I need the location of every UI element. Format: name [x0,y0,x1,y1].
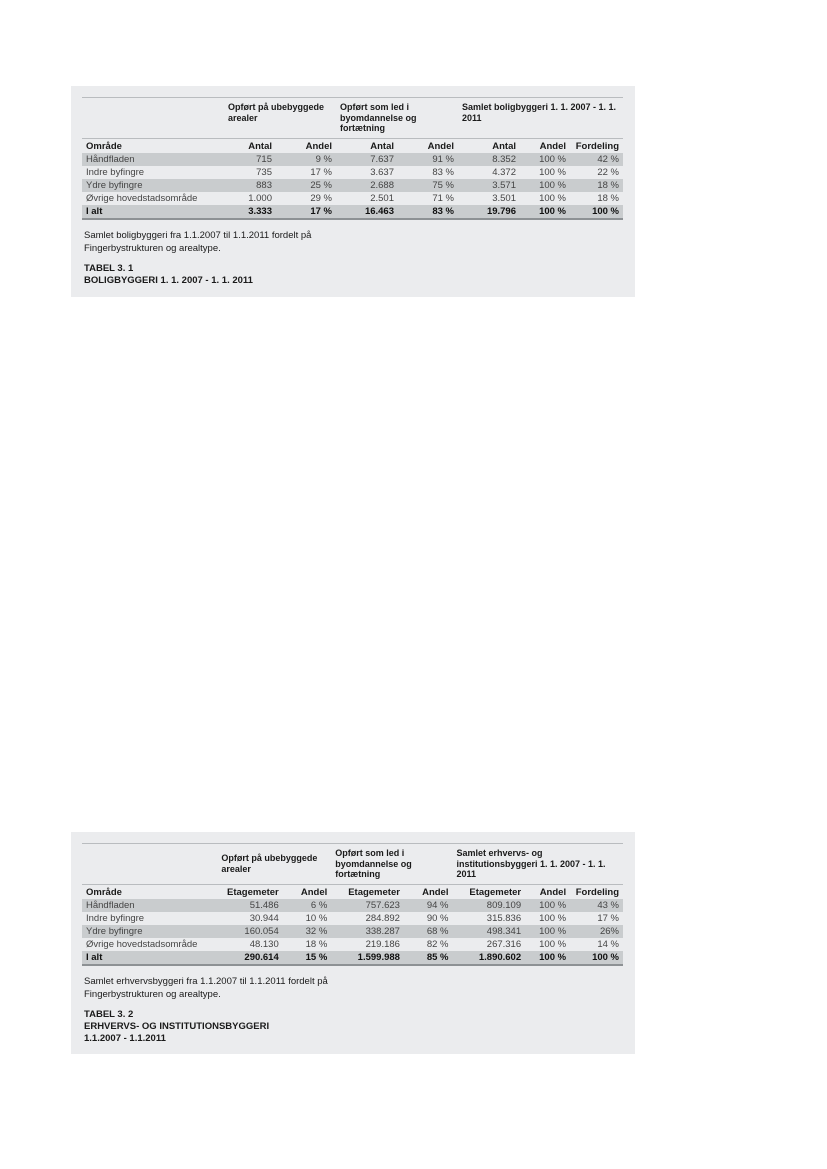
group-header-ubebyggede: Opført på ubebyggede arealer [217,844,331,885]
table-row [82,166,623,179]
group-header-empty [82,98,224,139]
cell-value: 735 [256,166,272,178]
group-header-ubebyggede: Opført på ubebyggede arealer [224,98,336,139]
cell-value: 68 % [404,925,453,938]
cell-area: I alt [82,951,217,965]
cell-area: Håndfladen [82,899,217,912]
cell-value: 100 % [525,951,570,965]
group-header-byomdannelse: Opført som led i byomdannelse og fortætning [336,98,458,139]
cell-area: Ydre byfingre [82,925,217,938]
cell-value: 3.571 [458,179,520,192]
col-header-antal: Antal [492,140,516,152]
cell-value: 3.637 [370,166,394,178]
col-header-antal: Antal [370,140,394,152]
cell-value: 2.501 [370,192,394,204]
cell-value: 1.000 [248,192,272,204]
cell-value: 2.688 [336,179,398,192]
cell-area: Håndfladen [82,153,224,166]
cell-value: 715 [224,153,276,166]
cell-value: 18 % [305,938,328,950]
cell-area: Ydre byfingre [82,179,224,192]
cell-value: 100 % [539,938,567,950]
cell-value: 100 % [525,899,570,912]
cell-value: 338.287 [331,925,404,938]
cell-value: 3.333 [224,205,276,219]
caption-line: Samlet boligbyggeri fra 1.1.2007 til 1.1.2011 fordelt på [84,230,312,241]
cell-value: 17 % [597,912,619,924]
cell-value: 100 % [539,912,567,924]
table-label [84,1009,444,1045]
col-header-antal: Antal [248,140,272,152]
cell-value: 83 % [432,166,454,178]
cell-value: 48.130 [249,938,279,950]
cell-value: 43 % [570,899,623,912]
table-total-row [82,205,623,219]
cell-value: 100 % [520,153,570,166]
cell-value: 29 % [310,192,332,204]
cell-value: 91 % [398,153,458,166]
cell-area: I alt [82,205,224,219]
cell-value: 17 % [276,205,336,219]
col-header-andel: Andel [539,886,567,898]
table-caption [84,230,444,255]
data-table-boligbyggeri [82,97,623,220]
table-row [82,925,623,938]
cell-value: 100 % [570,205,623,219]
table-row [82,899,623,912]
cell-area: Øvrige hovedstadsområde [86,192,198,204]
group-header-empty [82,844,217,885]
cell-value: 14 % [597,938,619,950]
cell-value: 160.054 [217,925,282,938]
cell-value: 1.599.988 [331,951,404,965]
group-header-row [82,844,623,885]
cell-value: 100 % [520,179,570,192]
table-row [82,938,623,951]
cell-value: 71 % [432,192,454,204]
cell-value: 219.186 [365,938,400,950]
caption-line: Samlet erhvervsbyggeri fra 1.1.2007 til 1.1.2011 fordelt på [84,976,328,987]
table-title: BOLIGBYGGERI 1. 1. 2007 - 1. 1. 2011 [84,275,253,286]
table-panel-boligbyggeri [71,86,635,297]
col-header-omraade: Område [86,140,122,152]
cell-value: 267.316 [486,938,522,950]
cell-value: 42 % [570,153,623,166]
cell-value: 83 % [398,205,458,219]
group-header-samlet: Samlet erhvervs- og institutionsbyggeri 1. 1. 2007 - 1. 1. 2011 [452,844,623,885]
cell-value: 809.109 [452,899,525,912]
cell-value: 290.614 [217,951,282,965]
col-header-andel: Andel [422,886,449,898]
col-header-andel: Andel [300,886,328,898]
cell-value: 6 % [283,899,332,912]
cell-value: 90 % [426,912,449,924]
group-header-samlet: Samlet boligbyggeri 1. 1. 2007 - 1. 1. 2011 [458,98,623,139]
col-header-fordeling: Fordeling [575,140,619,152]
cell-value: 17 % [310,166,332,178]
cell-area: Indre byfingre [86,166,145,178]
cell-area: Øvrige hovedstadsområde [86,938,198,950]
group-header-byomdannelse: Opført som led i byomdannelse og fortætning [331,844,452,885]
cell-value: 19.796 [458,205,520,219]
cell-value: 4.372 [492,166,516,178]
table-row [82,153,623,166]
cell-value: 8.352 [458,153,520,166]
table-row [82,912,623,925]
cell-value: 51.486 [217,899,282,912]
caption-line: Fingerbystrukturen og arealtype. [84,242,221,254]
col-header-andel: Andel [427,140,454,152]
cell-value: 757.623 [331,899,404,912]
cell-value: 315.836 [486,912,522,924]
cell-value: 16.463 [336,205,398,219]
cell-value: 1.890.602 [452,951,525,965]
col-header-andel: Andel [539,140,566,152]
col-header-etagemeter: Etagemeter [227,886,279,898]
cell-value: 18 % [597,192,619,204]
table-panel-erhvervsbyggeri [71,832,635,1054]
col-header-andel: Andel [305,140,332,152]
table-total-row [82,951,623,965]
cell-value: 94 % [404,899,453,912]
cell-value: 22 % [597,166,619,178]
col-header-fordeling: Fordeling [575,886,619,898]
table-caption [84,976,444,1001]
table-number: TABEL 3. 1 [84,263,134,274]
cell-value: 100 % [539,192,566,204]
col-header-etagemeter: Etagemeter [469,886,522,898]
cell-value: 100 % [570,951,623,965]
cell-value: 3.501 [492,192,516,204]
table-row [82,192,623,205]
table-row [82,179,623,192]
column-header-row [82,138,623,153]
cell-value: 10 % [305,912,328,924]
cell-value: 85 % [404,951,453,965]
cell-value: 26% [570,925,623,938]
cell-value: 284.892 [365,912,400,924]
cell-value: 15 % [283,951,332,965]
cell-value: 25 % [276,179,336,192]
cell-value: 9 % [276,153,336,166]
cell-value: 100 % [520,205,570,219]
table-number: TABEL 3. 2 [84,1009,134,1020]
col-header-omraade: Område [86,886,122,898]
table-title-dates: 1.1.2007 - 1.1.2011 [84,1033,166,1044]
cell-value: 883 [224,179,276,192]
cell-value: 30.944 [249,912,279,924]
cell-value: 75 % [398,179,458,192]
data-table-erhvervsbyggeri [82,843,623,966]
caption-line: Fingerbystrukturen og arealtype. [84,988,221,1000]
cell-value: 100 % [539,166,566,178]
cell-value: 100 % [525,925,570,938]
group-header-row [82,98,623,139]
col-header-etagemeter: Etagemeter [348,886,400,898]
table-title: ERHVERVS- OG INSTITUTIONSBYGGERI [84,1021,270,1032]
cell-value: 7.637 [336,153,398,166]
cell-value: 82 % [426,938,449,950]
cell-value: 498.341 [452,925,525,938]
column-header-row [82,884,623,899]
cell-value: 32 % [283,925,332,938]
cell-value: 18 % [570,179,623,192]
table-label [84,263,444,287]
cell-area: Indre byfingre [86,912,145,924]
